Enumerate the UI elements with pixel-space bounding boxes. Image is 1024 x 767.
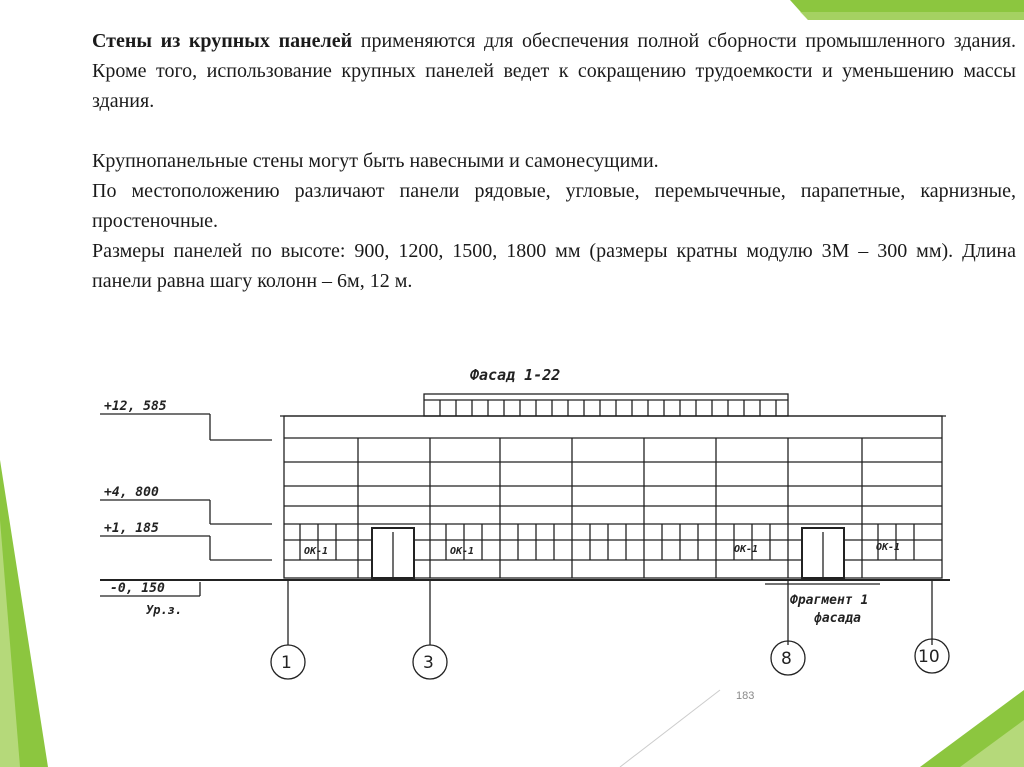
page-number: 183 (736, 690, 755, 702)
axis-label-1: 1 (281, 653, 292, 673)
level-minus-0150: -0, 150 (110, 581, 165, 596)
level-1185: +1, 185 (104, 521, 159, 536)
window-label-4: ОК-1 (876, 542, 901, 553)
paragraph-2: Крупнопанельные стены могут быть навесными и самонесущими. (92, 150, 659, 172)
lantern-mullions (440, 400, 776, 416)
fragment-label-line2: фасада (814, 611, 861, 626)
roof-lantern (424, 394, 788, 416)
window-label-2: ОК-1 (450, 546, 475, 557)
axis-label-10: 10 (918, 647, 940, 667)
ground-level-label: Ур.з. (146, 603, 183, 617)
fragment-label-line1: Фрагмент 1 (790, 593, 869, 608)
paragraph-4: Размеры панелей по высоте: 900, 1200, 1500, 1800 мм (размеры кратны модулю 3М – 300 мм). Длина панели равна шагу колонн – 6м, 12 м. (92, 240, 1016, 292)
facade-title: Фасад 1-22 (470, 366, 561, 384)
level-4800: +4, 800 (104, 485, 159, 500)
window-label-3: ОК-1 (734, 544, 759, 555)
level-12585: +12, 585 (104, 399, 167, 414)
paragraph-1-lead: Стены из крупных панелей (92, 30, 353, 52)
axis-label-8: 8 (781, 649, 792, 669)
column-lines (358, 438, 862, 578)
window-label-1: ОК-1 (304, 546, 329, 557)
paragraph-3: По местоположению различают панели рядовые, угловые, перемычечные, парапетные, карнизные, простеночные. (92, 180, 1016, 232)
axis-label-3: 3 (423, 653, 434, 673)
level-leaders (100, 414, 272, 596)
paragraph-1-rest: применяются для обеспечения полной сборности промышленного здания. Кроме того, использование крупных панелей ведет к сокращению трудоемкости и уменьшению массы здания. (92, 30, 1017, 112)
